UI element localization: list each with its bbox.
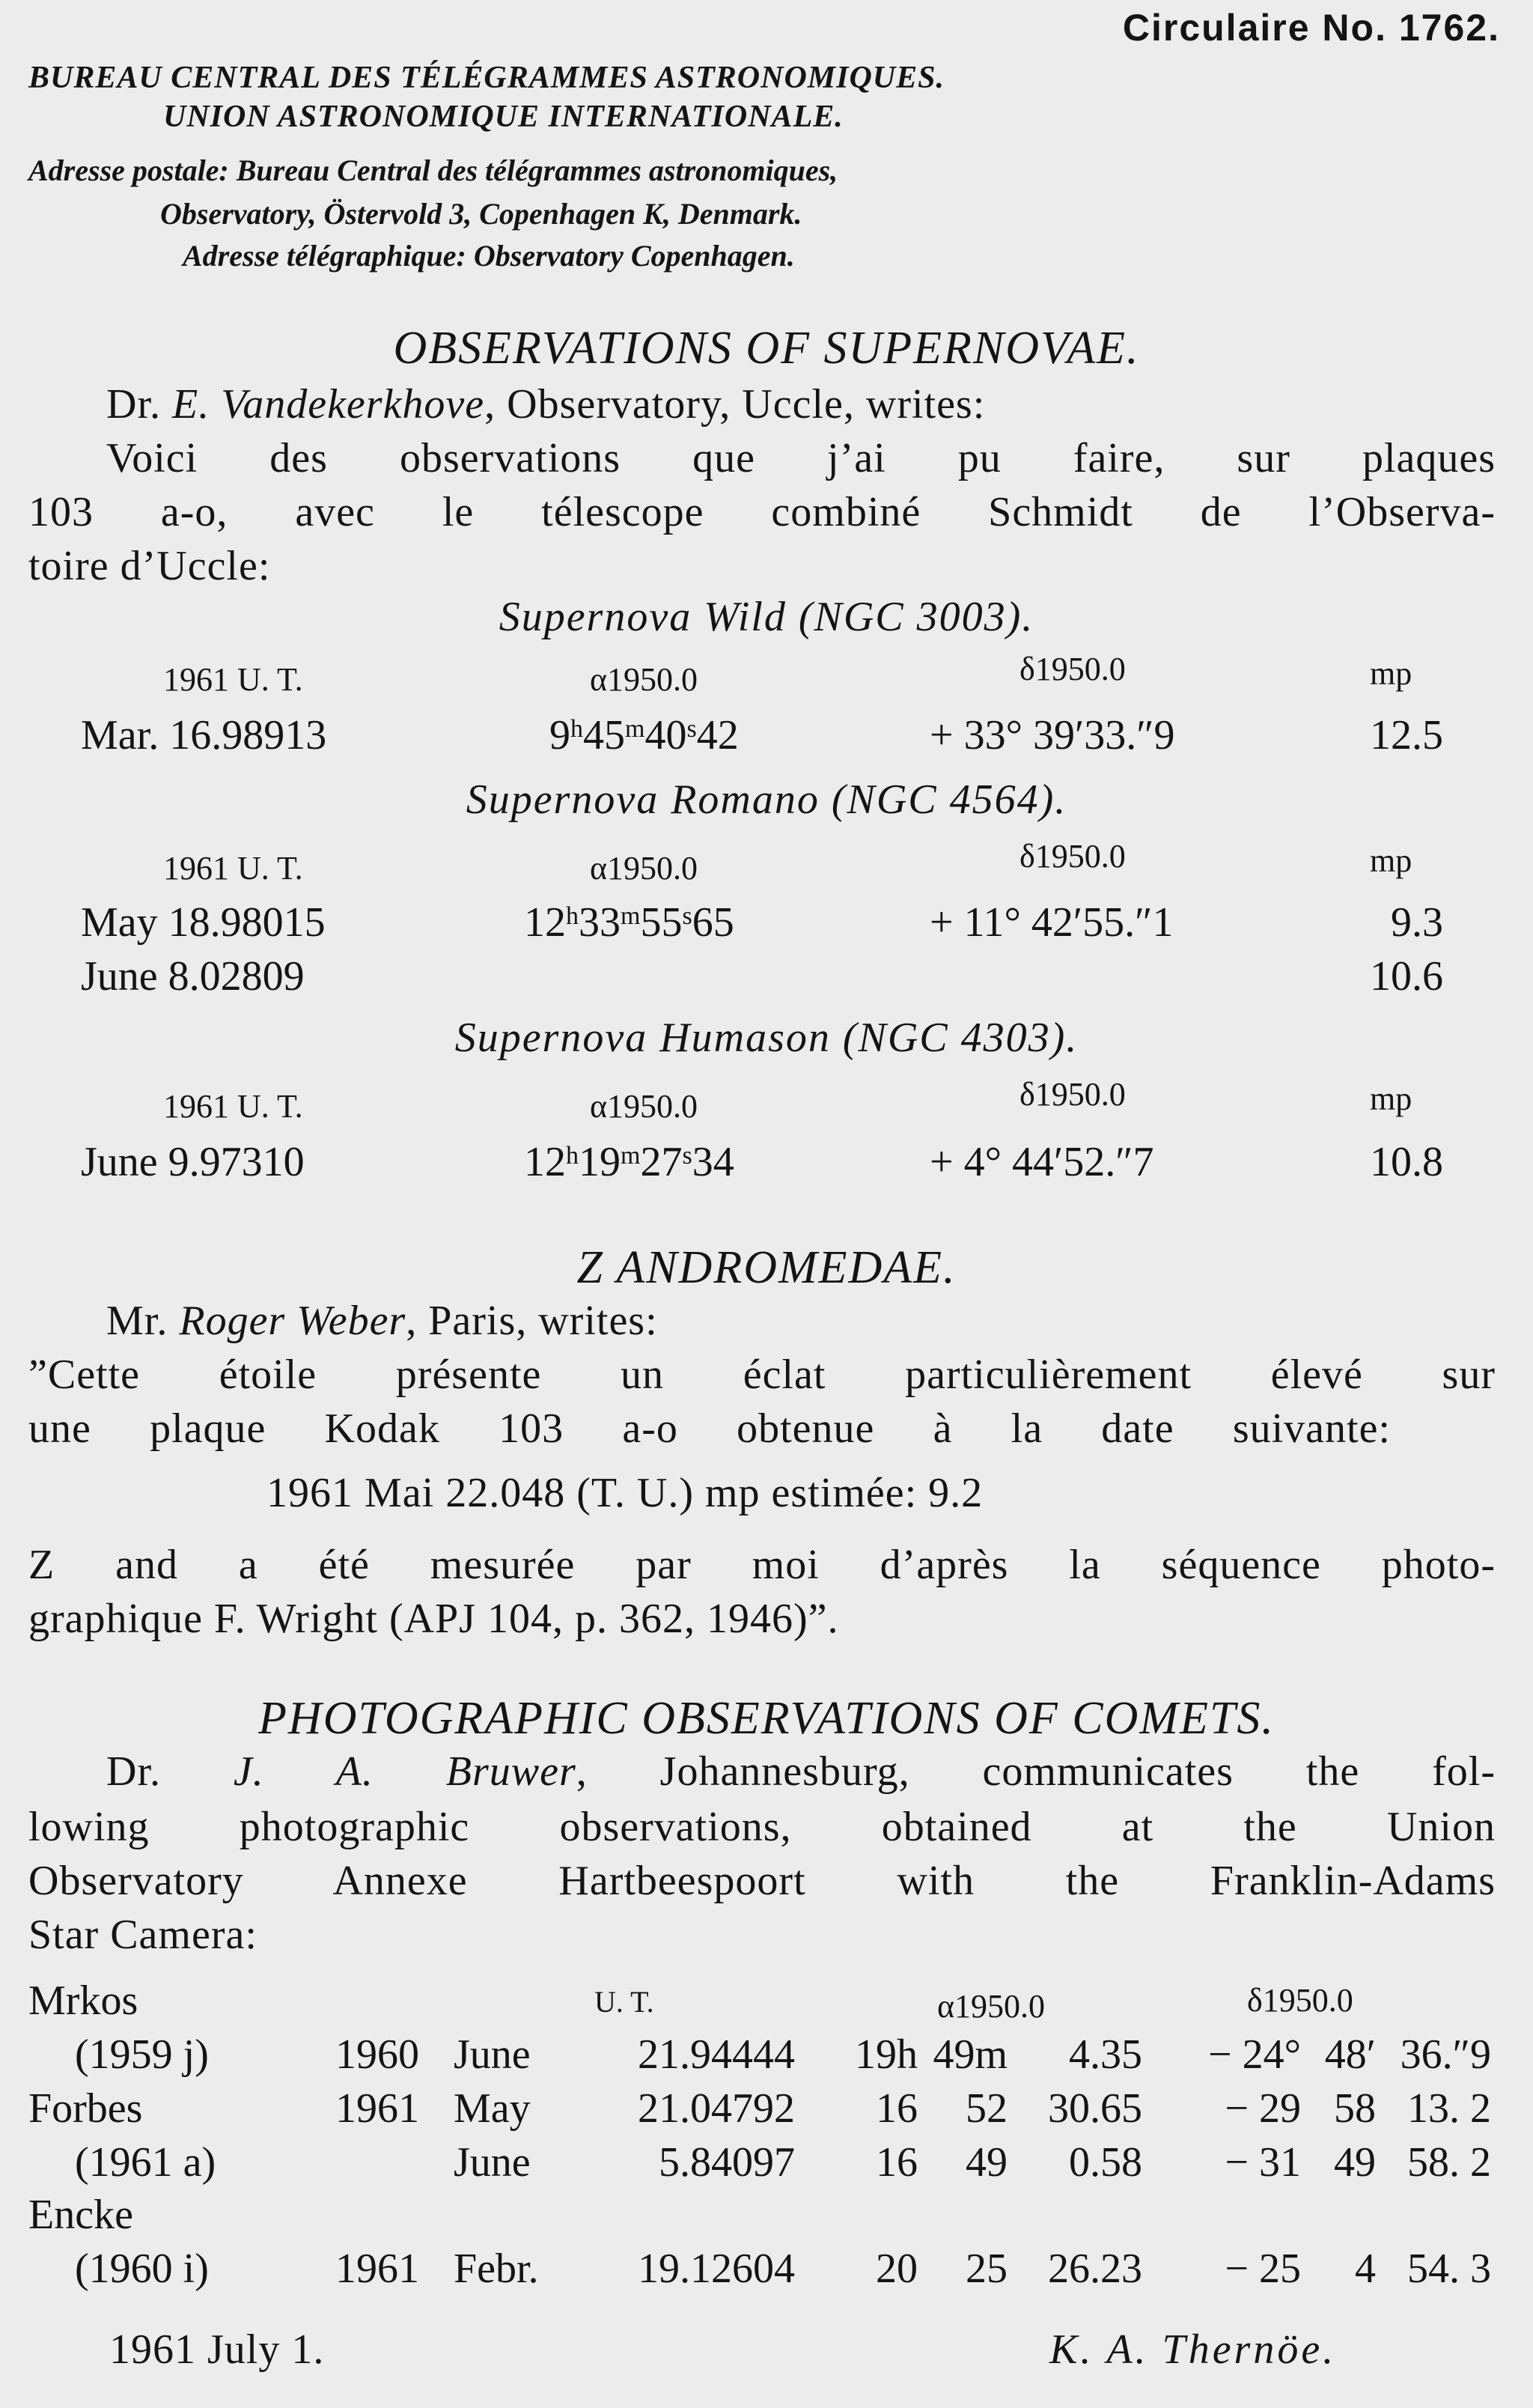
obs-ra: 9$^h$45$^m$40$^s$42 <box>549 712 739 758</box>
supernovae-title: OBSERVATIONS OF SUPERNOVAE. <box>393 323 1140 374</box>
comet-cell-dec-m: 48′ <box>1324 2031 1376 2078</box>
comet-cell-dec-d: − 29 <box>1225 2085 1301 2132</box>
andromedae-intro: Mr. Roger Weber, Paris, writes: <box>106 1298 658 1344</box>
obs-ra: 12$^h$19$^m$27$^s$34 <box>524 1139 734 1185</box>
comet-cell-ra-s: 4.35 <box>1069 2031 1142 2078</box>
col-mag-header: mp <box>1370 842 1412 879</box>
comet-cell-name: (1959 j) <box>75 2031 209 2078</box>
comet-cell-month: June <box>454 2139 531 2186</box>
supernovae-text-line-3: toire d’Uccle: <box>28 543 271 589</box>
comets-line-3: Observatory Annexe Hartbeespoort with the Franklin-Adams <box>28 1858 1496 1904</box>
supernova-title: Supernova Romano (NGC 4564). <box>466 776 1067 823</box>
postal-address-line-2: Observatory, Östervold 3, Copenhagen K, Denmark. <box>160 197 802 231</box>
col-time-header: 1961 U. T. <box>163 1088 303 1125</box>
col-ra-header: α1950.0 <box>937 1988 1046 2025</box>
col-ra-header: α1950.0 <box>590 661 698 698</box>
comet-cell-dec-s: 54. 3 <box>1407 2246 1491 2292</box>
comet-cell-ra-m: 49m <box>933 2031 1008 2078</box>
obs-date: June 9.97310 <box>81 1139 305 1185</box>
col-time-header: 1961 U. T. <box>163 850 303 887</box>
comet-cell-dec-s: 58. 2 <box>1407 2139 1491 2186</box>
comets-intro: Dr. J. A. Bruwer, Johannesburg, communicates the fol- <box>106 1748 1496 1795</box>
supernovae-text-line-2: 103 a-o, avec le télescope combiné Schmidt de l’Observa- <box>28 489 1496 535</box>
comet-cell-day: 21.04792 <box>638 2085 795 2132</box>
supernova-title: Supernova Humason (NGC 4303). <box>454 1015 1079 1061</box>
comet-cell-name: Forbes <box>28 2085 143 2132</box>
comet-cell-ra-h: 20 <box>876 2246 918 2292</box>
comets-line-4: Star Camera: <box>28 1912 257 1958</box>
obs-dec: + 11° 42′55.″1 <box>930 899 1174 946</box>
bureau-line-1: BUREAU CENTRAL DES TÉLÉGRAMMES ASTRONOMIQUES. <box>28 61 945 95</box>
obs-mag: 12.5 <box>1370 712 1443 758</box>
signature: K. A. Thernöe. <box>1049 2326 1337 2373</box>
obs-mag: 10.6 <box>1370 953 1443 1000</box>
col-dec-header: δ1950.0 <box>1020 838 1126 875</box>
comet-cell-ra-s: 26.23 <box>1048 2246 1142 2292</box>
comet-cell-ra-m: 25 <box>966 2246 1008 2292</box>
comet-cell-day: 19.12604 <box>638 2246 795 2292</box>
col-dec-header: δ1950.0 <box>1020 1076 1126 1113</box>
col-dec-header: δ1950.0 <box>1247 1982 1353 2019</box>
obs-mag: 10.8 <box>1370 1139 1443 1185</box>
supernova-title: Supernova Wild (NGC 3003). <box>499 594 1034 640</box>
comet-cell-dec-d: − 31 <box>1225 2139 1301 2186</box>
supernovae-text-line-1: Voici des observations que j’ai pu faire, sur plaques <box>106 435 1496 481</box>
obs-date: Mar. 16.98913 <box>81 712 327 758</box>
comet-cell-ra-s: 0.58 <box>1069 2139 1142 2186</box>
observer-name: J. A. Bruwer <box>233 1748 576 1795</box>
andromedae-line-5: graphique F. Wright (APJ 104, p. 362, 1946)”. <box>28 1596 839 1642</box>
comet-cell-year: 1961 <box>335 2246 419 2292</box>
comet-cell-ra-h: 19h <box>855 2031 918 2078</box>
col-time-header: 1961 U. T. <box>163 661 303 698</box>
col-mag-header: mp <box>1370 1080 1412 1117</box>
comet-cell-dec-m: 4 <box>1355 2246 1376 2292</box>
comet-cell-ra-m: 52 <box>966 2085 1008 2132</box>
obs-dec: + 4° 44′52.″7 <box>930 1139 1154 1185</box>
comet-cell-dec-d: − 24° <box>1208 2031 1301 2078</box>
telegraphic-address: Adresse télégraphique: Observatory Copenhagen. <box>183 239 795 273</box>
comet-cell-ra-h: 16 <box>876 2085 918 2132</box>
obs-mag: 9.3 <box>1391 899 1443 946</box>
postal-address-line-1: Adresse postale: Bureau Central des télégrammes astronomiques, <box>28 153 838 187</box>
comet-cell-dec-s: 13. 2 <box>1407 2085 1491 2132</box>
comet-cell-day: 21.94444 <box>638 2031 795 2078</box>
comet-cell-month: May <box>454 2085 531 2132</box>
comet-cell-year: 1960 <box>335 2031 419 2078</box>
andromedae-line-4: Z and a été mesurée par moi d’après la séquence photo- <box>28 1542 1496 1588</box>
andromedae-title: Z ANDROMEDAE. <box>576 1242 957 1293</box>
comet-cell-year: 1961 <box>335 2085 419 2132</box>
observer-name: E. Vandekerkhove <box>172 381 485 428</box>
comet-cell-ra-m: 49 <box>966 2139 1008 2186</box>
andromedae-line-2: une plaque Kodak 103 a-o obtenue à la date suivante: <box>28 1405 1391 1452</box>
observer-name: Roger Weber <box>179 1298 406 1344</box>
col-dec-header: δ1950.0 <box>1020 651 1126 687</box>
comet-cell-day: 5.84097 <box>659 2139 795 2186</box>
comet-cell-month: Febr. <box>454 2246 539 2292</box>
comet-cell-dec-m: 58 <box>1334 2085 1376 2132</box>
comet-cell-name: (1961 a) <box>75 2139 216 2186</box>
comets-title: PHOTOGRAPHIC OBSERVATIONS OF COMETS. <box>258 1693 1275 1744</box>
comet-cell-dec-d: − 25 <box>1225 2246 1301 2292</box>
comet-cell-name: Mrkos <box>28 1977 138 2024</box>
footer-date: 1961 July 1. <box>109 2326 325 2373</box>
bureau-line-2: UNION ASTRONOMIQUE INTERNATIONALE. <box>163 100 844 134</box>
comet-cell-name: (1960 i) <box>75 2246 209 2292</box>
comet-cell-month: June <box>454 2031 531 2078</box>
obs-dec: + 33° 39′33.″9 <box>930 712 1175 758</box>
obs-date: June 8.02809 <box>81 953 305 1000</box>
comet-cell-ra-s: 30.65 <box>1048 2085 1142 2132</box>
col-ra-header: α1950.0 <box>590 1088 698 1125</box>
comet-cell-dec-m: 49 <box>1334 2139 1376 2186</box>
comet-cell-name: Encke <box>28 2192 133 2238</box>
circular-number: Circulaire No. 1762. <box>1122 7 1500 49</box>
supernovae-intro: Dr. E. Vandekerkhove, Observatory, Uccle, writes: <box>106 381 986 428</box>
andromedae-line-3: 1961 Mai 22.048 (T. U.) mp estimée: 9.2 <box>266 1470 984 1516</box>
comets-line-2: lowing photographic observations, obtained at the Union <box>28 1804 1496 1850</box>
col-ra-header: α1950.0 <box>590 850 698 887</box>
col-mag-header: mp <box>1370 655 1412 692</box>
comet-cell-ra-h: 16 <box>876 2139 918 2186</box>
obs-date: May 18.98015 <box>81 899 326 946</box>
comet-cell-dec-s: 36.″9 <box>1400 2031 1491 2078</box>
col-time-header: U. T. <box>594 1985 654 2019</box>
obs-ra: 12$^h$33$^m$55$^s$65 <box>524 899 734 946</box>
andromedae-line-1: ”Cette étoile présente un éclat particulièrement élevé sur <box>28 1352 1496 1398</box>
